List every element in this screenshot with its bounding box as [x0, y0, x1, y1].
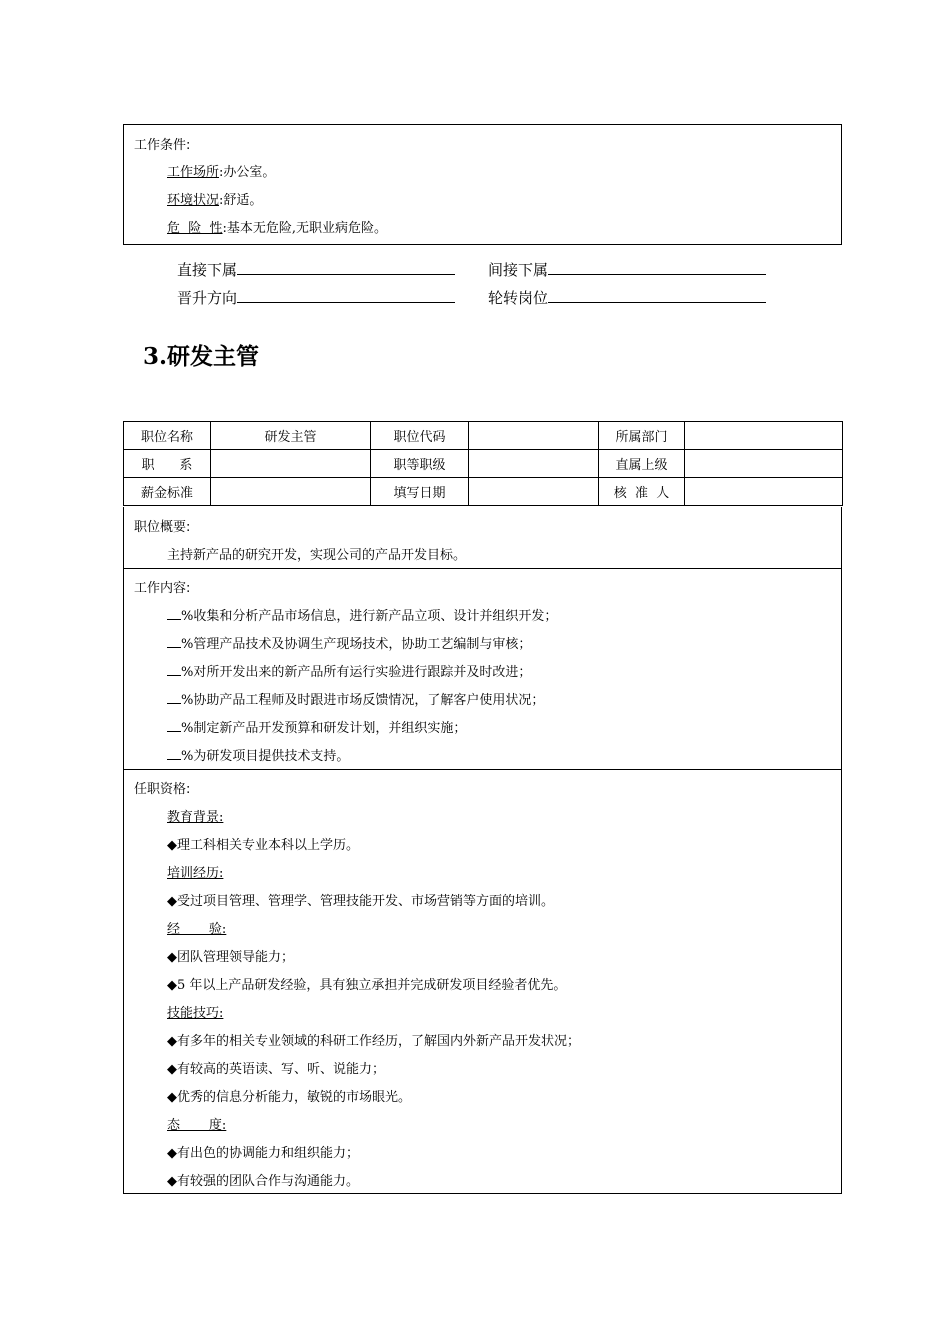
direct-subordinate-blank[interactable] [237, 260, 455, 275]
list-item: ◆理工科相关专业本科以上学历。 [167, 838, 359, 853]
approver-value[interactable] [685, 478, 843, 506]
work-location-line [167, 161, 275, 180]
list-item: ◆有多年的相关专业领域的科研工作经历，了解国内外新产品开发状况； [167, 1034, 580, 1049]
promotion-label: 晋升方向 [177, 289, 238, 307]
promotion-field [177, 287, 455, 308]
list-item: %为研发项目提供技术支持。 [167, 745, 349, 764]
attitude-label: 态 度: [167, 1118, 227, 1133]
work-conditions-box [123, 124, 842, 245]
fill-date-label: 填写日期 [371, 478, 469, 506]
work-location-label: 工作场所 [167, 165, 220, 180]
list-item: ◆有较高的英语读、写、听、说能力； [167, 1062, 385, 1077]
hazard-label: 危 险 性 [167, 221, 223, 236]
blank-prefix [167, 692, 181, 704]
position-info-table [123, 421, 843, 506]
position-code-value[interactable] [469, 422, 599, 450]
supervisor-value[interactable] [685, 450, 843, 478]
department-label: 所属部门 [599, 422, 685, 450]
experience-label: 经 验: [167, 922, 227, 937]
work-content-section [123, 568, 842, 770]
section-heading: 3.研发主管 [143, 343, 260, 370]
approver-label: 核 准 人 [599, 478, 685, 506]
blank-prefix [167, 664, 181, 676]
rotation-blank[interactable] [548, 288, 766, 303]
job-grade-label: 职等职级 [371, 450, 469, 478]
job-grade-value[interactable] [469, 450, 599, 478]
blank-prefix [167, 720, 181, 732]
supervisor-label: 直属上级 [599, 450, 685, 478]
list-item: %制定新产品开发预算和研发计划，并组织实施； [167, 717, 466, 736]
list-item: ◆有出色的协调能力和组织能力； [167, 1146, 359, 1161]
list-item: ◆优秀的信息分析能力，敏锐的市场眼光。 [167, 1090, 411, 1105]
environment-value: :舒适。 [219, 193, 263, 208]
list-item: %协助产品工程师及时跟进市场反馈情况，了解客户使用状况； [167, 689, 544, 708]
environment-label: 环境状况 [167, 193, 220, 208]
list-item: %对所开发出来的新产品所有运行实验进行跟踪并及时改进； [167, 661, 531, 680]
blank-prefix [167, 748, 181, 760]
list-item: %管理产品技术及协调生产现场技术，协助工艺编制与审核； [167, 633, 531, 652]
job-family-label: 职 系 [124, 450, 211, 478]
list-item: ◆团队管理领导能力； [167, 950, 294, 965]
skills-label: 技能技巧: [167, 1006, 224, 1021]
environment-line [167, 189, 262, 208]
work-content-title: 工作内容: [134, 581, 191, 596]
table-row [124, 478, 843, 506]
blank-prefix [167, 636, 181, 648]
fill-date-value[interactable] [469, 478, 599, 506]
position-name-value[interactable]: 研发主管 [211, 422, 371, 450]
indirect-subordinate-label: 间接下属 [488, 261, 549, 279]
table-row [124, 450, 843, 478]
list-item: ◆受过项目管理、管理学、管理技能开发、市场营销等方面的培训。 [167, 894, 554, 909]
job-family-value[interactable] [211, 450, 371, 478]
overview-title: 职位概要: [134, 520, 191, 535]
direct-subordinate-label: 直接下属 [177, 261, 238, 279]
indirect-subordinate-field [488, 259, 766, 280]
list-item: %收集和分析产品市场信息，进行新产品立项、设计并组织开发； [167, 605, 557, 624]
training-label: 培训经历: [167, 866, 224, 881]
list-item: ◆5 年以上产品研发经验，具有独立承担并完成研发项目经验者优先。 [167, 978, 567, 993]
education-label: 教育背景: [167, 810, 224, 825]
list-item: ◆有较强的团队合作与沟通能力。 [167, 1174, 359, 1189]
salary-value[interactable] [211, 478, 371, 506]
rotation-field [488, 287, 766, 308]
position-code-label: 职位代码 [371, 422, 469, 450]
rotation-label: 轮转岗位 [488, 289, 549, 307]
work-location-value: :办公室。 [219, 165, 276, 180]
table-row [124, 422, 843, 450]
promotion-blank[interactable] [237, 288, 455, 303]
direct-subordinate-field [177, 259, 455, 280]
overview-text: 主持新产品的研究开发，实现公司的产品开发目标。 [167, 548, 467, 563]
position-name-label: 职位名称 [124, 422, 211, 450]
hazard-value: :基本无危险,无职业病危险。 [222, 221, 388, 236]
work-conditions-title: 工作条件: [134, 138, 191, 153]
qualifications-title: 任职资格: [134, 782, 191, 797]
qualifications-section [123, 769, 842, 1194]
blank-prefix [167, 608, 181, 620]
indirect-subordinate-blank[interactable] [548, 260, 766, 275]
department-value[interactable] [685, 422, 843, 450]
salary-label: 薪金标准 [124, 478, 211, 506]
overview-section [123, 507, 842, 569]
hazard-line [167, 217, 387, 236]
